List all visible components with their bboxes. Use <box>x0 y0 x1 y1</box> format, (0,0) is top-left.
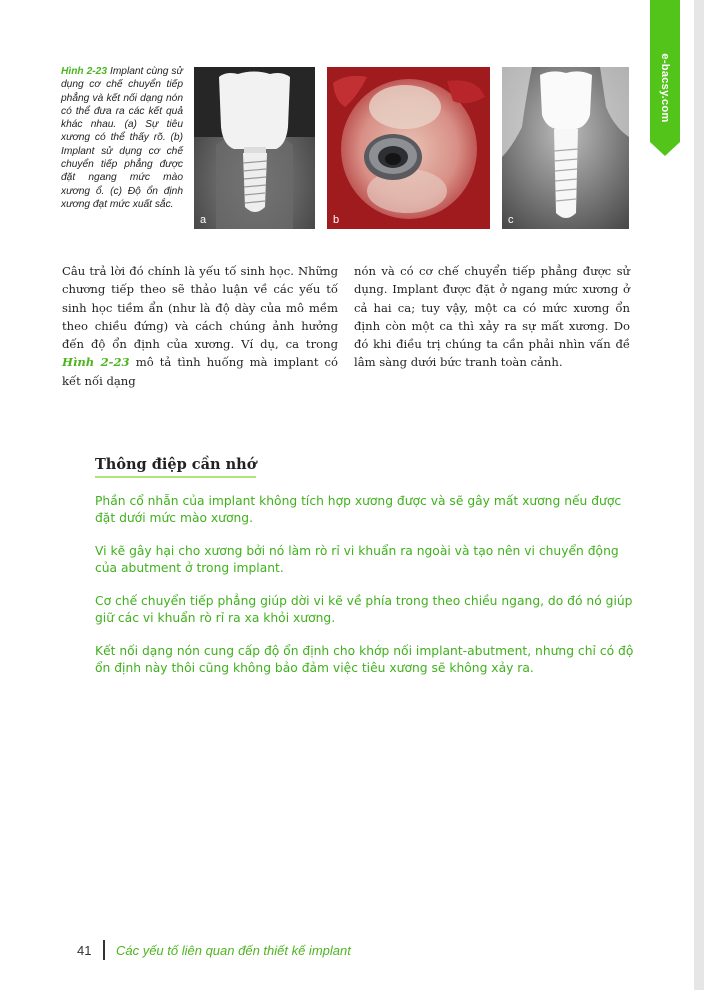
page-footer <box>77 940 351 960</box>
figure-caption <box>61 65 183 211</box>
page-number: 41 <box>77 942 92 958</box>
figure-panel-c-radiograph <box>502 67 629 229</box>
key-message-point: Cơ chế chuyển tiếp phẳng giúp dời vi kẽ về phía trong theo chiều ngang, do đó nó giúp giữ các vi khuẩn rò rỉ ra xa khỏi xương. <box>95 594 633 625</box>
body-text-right: nón và có cơ chế chuyển tiếp phẳng được sử dụng. Implant được đặt ở ngang mức xương ở cả hai ca; tuy vậy, một ca có mức xương ổn định còn một ca thì xảy ra sự mất xương. Do đó khi điều trị chúng ta cần phải nhìn vấn đề lâm sàng dưới bức tranh toàn cảnh. <box>354 264 630 370</box>
clinical-photo-b-image <box>327 67 490 229</box>
page-edge <box>694 0 704 990</box>
footer-divider <box>103 940 105 960</box>
panel-b-letter: b <box>333 214 340 226</box>
radiograph-a-image <box>194 67 315 229</box>
key-message-list <box>95 493 640 693</box>
figure-panel-a-radiograph <box>194 67 315 229</box>
key-message-point: Phần cổ nhẵn của implant không tích hợp xương được và sẽ gây mất xương nếu được đặt dưới mức mào xương. <box>95 494 622 525</box>
side-tab <box>650 0 680 156</box>
body-text-left: Câu trả lời đó chính là yếu tố sinh học. Những chương tiếp theo sẽ thảo luận về các yếu tố sinh học tiềm ẩn (như là độ dày của mô mềm theo chiều đứng) và cách chúng ảnh hưởng đến độ ổn định của xương. Ví dụ, ca trong <box>62 264 338 352</box>
radiograph-c-image <box>502 67 629 229</box>
panel-c-letter: c <box>508 214 514 226</box>
figure-caption-text: Implant cùng sử dụng cơ chế chuyển tiếp phẳng và kết nối dạng nón có thể đưa ra các kết quả khác nhau. (a) Sự tiêu xương có thể thấy rõ. (b) Implant sử dụng cơ chế chuyển tiếp phẳng được đặt ngang mức mào xương ổ. (c) Độ ổn định xương đạt mức xuất sắc. <box>61 66 183 210</box>
body-text-left-column <box>62 262 338 390</box>
running-title: Các yếu tố liên quan đến thiết kế implant <box>115 942 351 958</box>
figure-panel-b-clinical-photo <box>327 67 490 229</box>
side-tab-text: e-bacsy.com <box>659 53 671 123</box>
key-message-point: Kết nối dạng nón cung cấp độ ổn định cho khớp nối implant-abutment, nhưng chỉ có độ ổn định này thôi cũng không bảo đảm việc tiêu xương sẽ không xảy ra. <box>95 644 634 675</box>
body-text-right-column <box>354 262 630 372</box>
figure-label: Hình 2-23 <box>61 66 107 77</box>
panel-a-letter: a <box>200 214 207 226</box>
body-text-left-end: mô tả tình huống mà implant có kết nối dạng <box>62 355 339 388</box>
key-message-point: Vi kẽ gây hại cho xương bởi nó làm rò rỉ vi khuẩn ra ngoài và tạo nên vi chuyển động của abutment ở trong implant. <box>95 544 619 575</box>
key-message-title: Thông điệp cần nhớ <box>95 456 256 478</box>
figure-reference-link[interactable]: Hình 2-23 <box>62 355 130 370</box>
